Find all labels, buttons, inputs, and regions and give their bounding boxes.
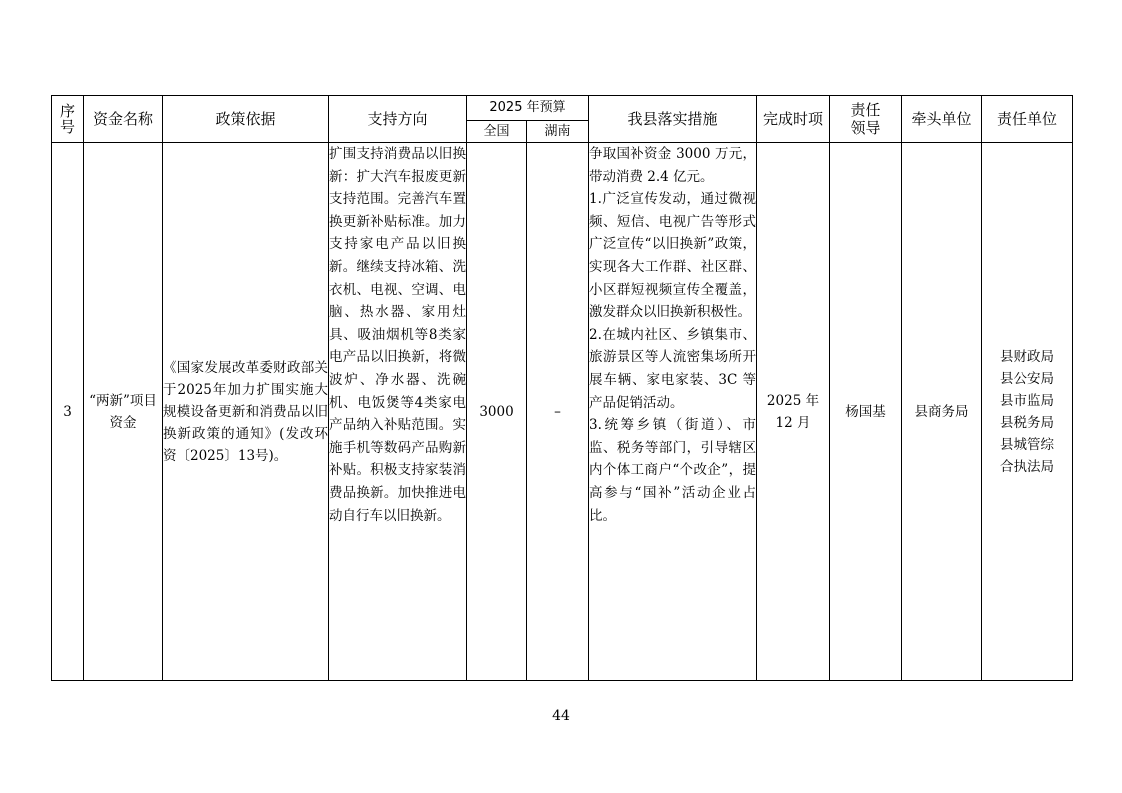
cell-completion-time: 2025 年12 月 bbox=[757, 143, 830, 681]
header-budget-2025: 2025 年预算 bbox=[467, 96, 589, 121]
header-support-direction: 支持方向 bbox=[329, 96, 467, 143]
header-row bbox=[52, 96, 1073, 121]
measure-item-2: 2.在城内社区、乡镇集市、旅游景区等人流密集场所开展车辆、家电家装、3C 等产品促销活动。 bbox=[589, 326, 756, 411]
header-responsible-units: 责任单位 bbox=[982, 96, 1073, 143]
header-policy-basis: 政策依据 bbox=[163, 96, 329, 143]
cell-budget-hunan: – bbox=[527, 143, 589, 681]
cell-support-direction: 扩围支持消费品以旧换新：扩大汽车报废更新支持范围。完善汽车置换更新补贴标准。加力支持家电产品以旧换新。继续支持冰箱、洗衣机、电视、空调、电脑、热水器、家用灶具、吸油烟机等8类家电产品以旧换新，将微波炉、净水器、洗碗机、电饭煲等4类家电产品纳入补贴范围。实施手机等数码产品购新补贴。积极支持家装消费品换新。加快推进电动自行车以旧换新。 bbox=[329, 143, 467, 681]
header-fund-name: 资金名称 bbox=[84, 96, 163, 143]
cell-index: 3 bbox=[52, 143, 84, 681]
header-lead-unit: 牵头单位 bbox=[902, 96, 982, 143]
cell-budget-national: 3000 bbox=[467, 143, 527, 681]
cell-responsible-units: 县财政局县公安局县市监局县税务局县城管综合执法局 bbox=[982, 143, 1073, 681]
header-index: 序号 bbox=[52, 96, 84, 143]
cell-county-measures bbox=[589, 143, 757, 681]
cell-policy-basis: 《国家发展改革委财政部关于2025年加力扩围实施大规模设备更新和消费品以旧换新政策的通知》(发改环资〔2025〕13号)。 bbox=[163, 143, 329, 681]
cell-lead-unit: 县商务局 bbox=[902, 143, 982, 681]
header-county-measures: 我县落实措施 bbox=[589, 96, 757, 143]
measure-intro: 争取国补资金 3000 万元，带动消费 2.4 亿元。 bbox=[589, 146, 756, 185]
page-number: 44 bbox=[552, 708, 570, 724]
measure-item-3: 3.统筹乡镇（街道）、市监、税务等部门，引导辖区内个体工商户“个改企”，提高参与“国补”活动企业占比。 bbox=[589, 417, 756, 524]
header-budget-national: 全国 bbox=[467, 121, 527, 143]
measure-item-1: 1.广泛宣传发动，通过微视频、短信、电视广告等形式广泛宣传“以旧换新”政策，实现各大工作群、社区群、小区群短视频宣传全覆盖，激发群众以旧换新积极性。 bbox=[589, 191, 756, 321]
header-completion-time: 完成时项 bbox=[757, 96, 830, 143]
table-row bbox=[52, 143, 1073, 681]
cell-responsible-leader: 杨国基 bbox=[830, 143, 902, 681]
header-budget-hunan: 湖南 bbox=[527, 121, 589, 143]
cell-fund-name: “两新”项目资金 bbox=[84, 143, 163, 681]
header-responsible-leader: 责任领导 bbox=[830, 96, 902, 143]
policy-table bbox=[51, 95, 1073, 681]
